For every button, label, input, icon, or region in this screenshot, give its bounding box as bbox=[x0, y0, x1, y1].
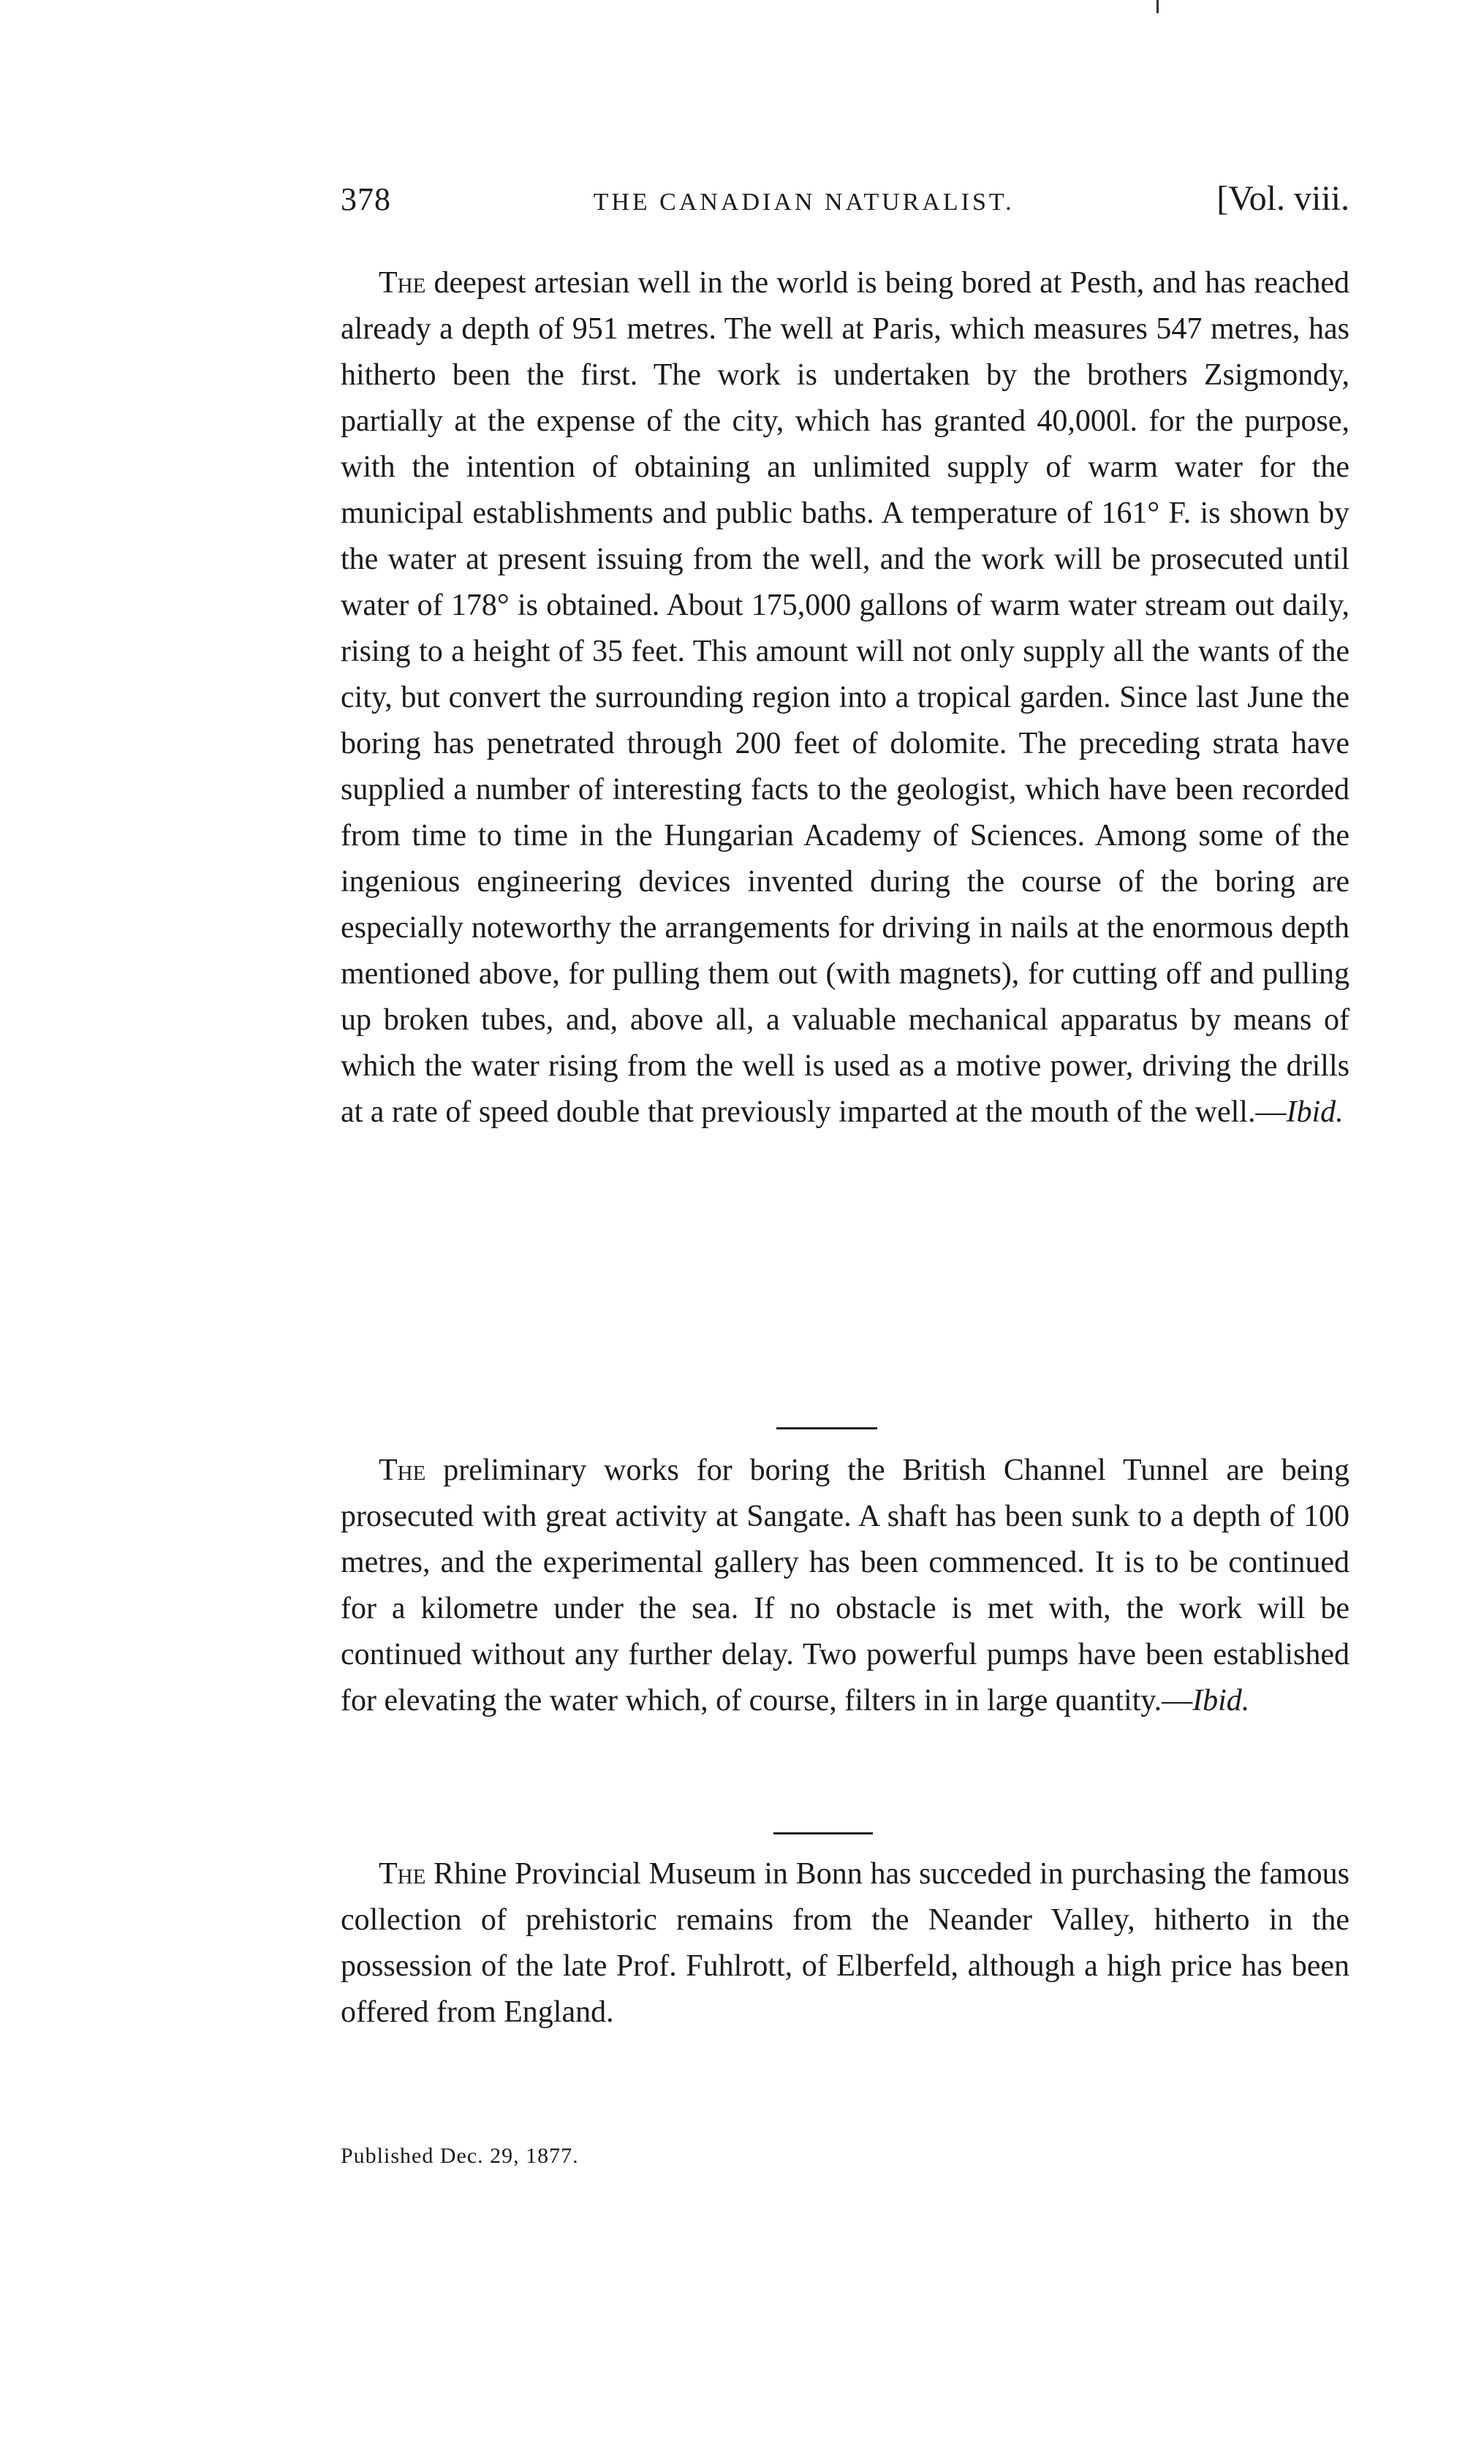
paragraph-body: deepest artesian well in the world is being bored at Pesth, and has reached already a depth of 951 metres. The well at Paris, which measures 547 metres, has hitherto been the first. The work is undertaken by the brothers Zsigmondy, partially at the expense of the city, which has granted 40,000l. for the purpose, with the intention of obtaining an unlimited supply of warm water for the municipal establishments and public baths. A temperature of 161° F. is shown by the water at present issuing from the well, and the work will be prosecuted until water of 178° is obtained. About 175,000 gallons of warm water stream out daily, rising to a height of 35 feet. This amount will not only supply all the wants of the city, but convert the surrounding region into a tropical garden. Since last June the boring has penetrated through 200 feet of dolomite. The preceding strata have supplied a number of interesting facts to the geologist, which have been recorded from time to time in the Hungarian Academy of Sciences. Among some of the ingenious engineering devices invented during the course of the boring are especially noteworthy the arrangements for driving in nails at the enormous depth mentioned above, for pulling them out (with magnets), for cutting off and pulling up broken tubes, and, above all, a valuable mechanical apparatus by means of which the water rising from the well is used as a motive power, driving the drills at a rate of speed double that previously imparted at the mouth of the well.— bbox=[341, 266, 1349, 1129]
section-divider bbox=[776, 1427, 877, 1429]
paragraph-body: preliminary works for boring the British Channel Tunnel are being prosecuted with great activity at Sangate. A shaft has been sunk to a depth of 100 metres, and the experimental gallery has been commenced. It is to be continued for a kilometre under the sea. If no obstacle is met with, the work will be continued without any further delay. Two powerful pumps have been established for elevating the water which, of course, filters in in large quantity.— bbox=[341, 1454, 1349, 1717]
lead-word: The bbox=[379, 1857, 426, 1891]
paragraph-body: Rhine Provincial Museum in Bonn has succeded in purchasing the famous collection of prehistoric remains from the Neander Valley, hitherto in the possession of the late Prof. Fuhlrott, of Elberfeld, although a high price has been offered from England. bbox=[341, 1857, 1349, 2029]
volume-label: [Vol. viii. bbox=[1216, 179, 1349, 218]
page-number: 378 bbox=[341, 181, 391, 217]
publication-date: Published Dec. 29, 1877. bbox=[341, 2144, 579, 2168]
page-header bbox=[341, 178, 1349, 222]
paragraph bbox=[341, 1851, 1349, 2036]
running-title: THE CANADIAN NATURALIST. bbox=[593, 189, 1015, 216]
lead-word: The bbox=[379, 266, 426, 300]
article-channel-tunnel bbox=[341, 1448, 1349, 1724]
source-reference: Ibid. bbox=[1192, 1684, 1250, 1717]
source-reference: Ibid. bbox=[1286, 1095, 1344, 1129]
scan-edge-mark bbox=[1156, 0, 1159, 13]
article-rhine-museum bbox=[341, 1851, 1349, 2036]
article-artesian-well bbox=[341, 260, 1349, 1135]
paragraph bbox=[341, 260, 1349, 1135]
section-divider bbox=[773, 1832, 873, 1834]
lead-word: The bbox=[379, 1454, 426, 1487]
paragraph bbox=[341, 1448, 1349, 1724]
